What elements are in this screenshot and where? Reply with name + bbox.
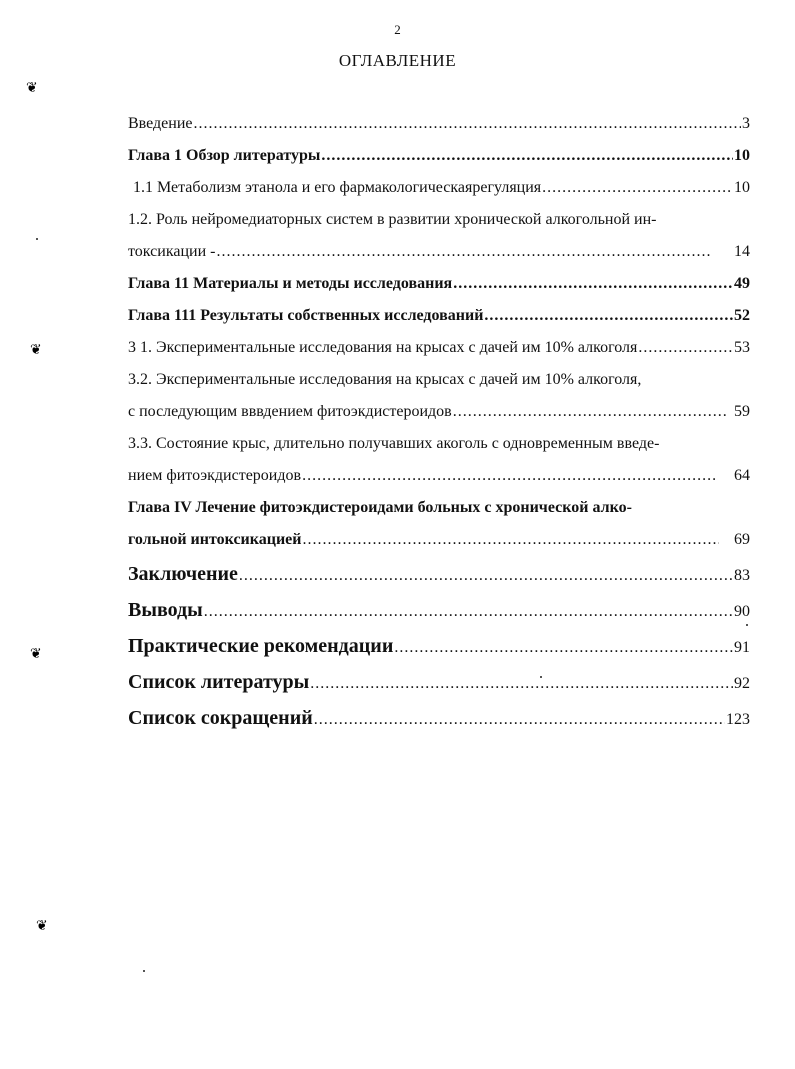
toc-entry-label: нием фитоэкдистероидов [128, 467, 302, 484]
toc-entry-label: Заключение [128, 563, 238, 585]
toc-entry-page: 92 [734, 675, 750, 692]
dot-leader [216, 236, 711, 268]
dot-leader [303, 524, 720, 556]
toc-entry-chapter-1 [128, 140, 750, 172]
toc-entry-recommendations [128, 628, 750, 664]
toc-entry-label: гольной интоксикацией [128, 531, 302, 548]
toc-entry-label: Выводы [128, 599, 203, 621]
toc-entry-label: Практические рекомендации [128, 635, 394, 657]
toc-entry-page: 49 [734, 275, 750, 292]
scan-speck [36, 238, 38, 240]
toc-entry-label: с последующим вввдением фитоэкдистероидов [128, 403, 452, 420]
toc-entry-label: Глава 1 Обзор литературы [128, 147, 321, 164]
dot-leader [314, 702, 725, 738]
toc-entry-page: 10 [734, 179, 750, 196]
toc-entry-label: Глава 11 Материалы и методы исследования [128, 275, 453, 292]
toc-entry-findings [128, 592, 750, 628]
toc-entry-label: Введение [128, 115, 193, 132]
toc-entry-section-3-1 [128, 332, 750, 364]
toc-entry-page: 83 [734, 567, 750, 584]
toc-entry-section-1-2 [128, 236, 750, 268]
toc-entry-page: 53 [734, 339, 750, 356]
toc-entry-section-1-2-line1: 1.2. Роль нейромедиаторных систем в развитии хронической алкогольной ин- [128, 211, 657, 228]
toc-entry-section-3-3 [128, 460, 750, 492]
dot-leader [542, 172, 733, 204]
dot-leader [321, 140, 733, 172]
toc-entry-section-3-2 [128, 396, 750, 428]
toc-entry-references [128, 664, 750, 700]
toc-entry-page: 10 [734, 147, 750, 164]
bullet-icon: ❦ [26, 81, 38, 96]
toc-entry-page: 14 [734, 243, 750, 260]
toc-entry-conclusion [128, 556, 750, 592]
dot-leader [453, 268, 733, 300]
toc-entry-page: 52 [734, 307, 750, 324]
bullet-icon: ❦ [36, 919, 48, 934]
toc-entry-label: Список сокращений [128, 707, 313, 729]
bullet-icon: ❦ [30, 647, 42, 662]
toc-entry-page: 90 [734, 603, 750, 620]
dot-leader [394, 630, 733, 666]
toc-entry-chapter-4 [128, 524, 750, 556]
toc-entry-abbreviations [128, 700, 750, 736]
toc-entry-introduction [128, 108, 750, 140]
bullet-icon: ❦ [30, 343, 42, 358]
dot-leader [453, 396, 727, 428]
toc-entry-label: 3 1. Экспериментальные исследования на крысах с дачей им 10% алкоголя [128, 339, 638, 356]
table-of-contents [128, 108, 750, 736]
dot-leader [194, 108, 742, 140]
toc-entry-page: 59 [734, 403, 750, 420]
dot-leader [484, 300, 733, 332]
toc-entry-chapter-4-line1: Глава IV Лечение фитоэкдистероидами больных с хронической алко- [128, 499, 632, 516]
toc-entry-page: 123 [726, 711, 750, 728]
toc-title: ОГЛАВЛЕНИЕ [338, 51, 457, 70]
dot-leader [302, 460, 715, 492]
scan-speck [143, 970, 145, 972]
toc-entry-page: 3 [742, 115, 750, 132]
toc-entry-label: Список литературы [128, 671, 310, 693]
dot-leader [638, 332, 733, 364]
toc-entry-section-1-1 [128, 172, 750, 204]
toc-entry-label: Глава 111 Результаты собственных исследований [128, 307, 484, 324]
dot-leader [239, 558, 733, 594]
toc-entry-label: токсикации - [128, 243, 216, 260]
toc-entry-page: 69 [734, 531, 750, 548]
toc-entry-page: 64 [734, 467, 750, 484]
page-number: 2 [394, 22, 401, 37]
dot-leader [310, 666, 733, 702]
toc-entry-chapter-3 [128, 300, 750, 332]
toc-entry-section-3-3-line1: 3.3. Состояние крыс, длительно получавших акоголь с одновременным введе- [128, 435, 660, 452]
toc-entry-section-3-2-line1: 3.2. Экспериментальные исследования на крысах с дачей им 10% алкоголя, [128, 371, 642, 388]
toc-entry-label: 1.1 Метаболизм этанола и его фармакологическаярегуляция [133, 179, 542, 196]
dot-leader [204, 594, 733, 630]
toc-entry-page: 91 [734, 639, 750, 656]
toc-entry-chapter-2 [128, 268, 750, 300]
